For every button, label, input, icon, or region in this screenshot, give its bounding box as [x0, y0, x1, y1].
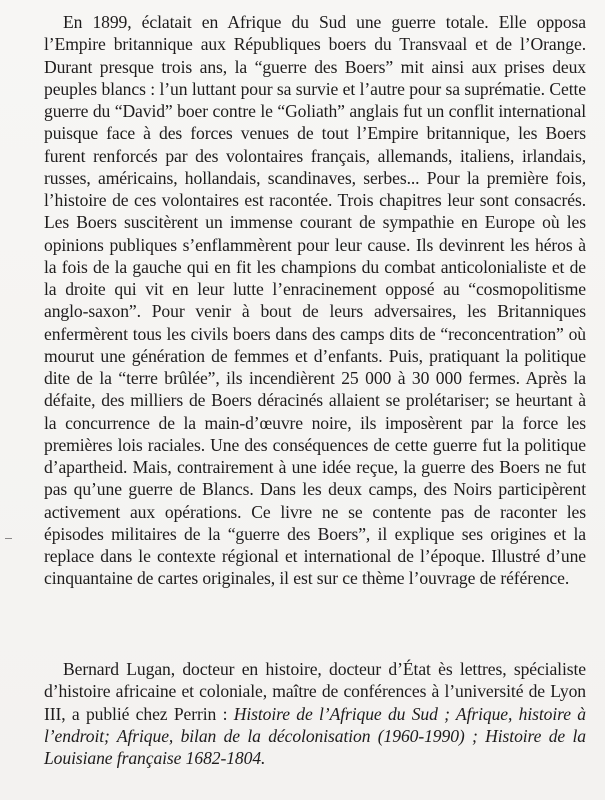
- author-works-list: Histoire de l’Afrique du Sud ; Afrique, histoire à l’endroit; Afrique, bilan de la décolonisation (1960-1990) ; Histoire de la Louisiane française 1682-1804.: [44, 703, 586, 768]
- margin-mark: [5, 538, 12, 539]
- summary-section: [44, 11, 586, 590]
- author-bio-intro: Bernard Lugan, docteur en histoire, docteur d’État ès lettres, spécialiste d’histoire africaine et coloniale, maître de conférences à l’université de Lyon III, a publié chez Perrin :: [44, 659, 586, 724]
- author-bio-paragraph: [44, 658, 586, 769]
- author-bio-section: [44, 658, 586, 769]
- summary-paragraph: En 1899, éclatait en Afrique du Sud une guerre totale. Elle opposa l’Empire britannique aux Républiques boers du Transvaal et de l’Orange. Durant presque trois ans, la “guerre des Boers” mit ainsi aux prises deux peuples blancs : l’un luttant pour sa survie et l’autre pour sa suprématie. Cette guerre du “David” boer contre le “Goliath” anglais fut un conflit international puisque face à des forces venues de tout l’Empire britannique, les Boers furent renforcés par des volontaires français, allemands, italiens, irlandais, russes, américains, hollandais, scandinaves, serbes... Pour la première fois, l’histoire de ces volontaires est racontée. Trois chapitres leur sont consacrés. Les Boers suscitèrent un immense courant de sympathie en Europe où les opinions publiques s’enflammèrent pour leur cause. Ils devinrent les héros à la fois de la gauche qui en fit les champions du combat anticolonialiste et de la droite qui vit en leur lutte l’enracinement opposé au “cosmopolitisme anglo-saxon”. Pour venir à bout de leurs adversaires, les Britanniques enfermèrent tous les civils boers dans des camps dits de “reconcentration” où mourut une génération de femmes et d’enfants. Puis, pratiquant la politique dite de la “terre brûlée”, ils incendièrent 25 000 à 30 000 fermes. Après la défaite, des milliers de Boers déracinés allaient se prolétariser; se heurtant à la concurrence de la main-d’œuvre noire, ils imposèrent par la force les premières lois raciales. Une des conséquences de cette guerre fut la politique d’apartheid. Mais, contrairement à une idée reçue, la guerre des Boers ne fut pas qu’une guerre de Blancs. Dans les deux camps, des Noirs participèrent activement aux opérations. Ce livre ne se contente pas de raconter les épisodes militaires de la “guerre des Boers”, il explique ses origines et la replace dans le contexte régional et international de l’époque. Illustré d’une cinquantaine de cartes originales, il est sur ce thème l’ouvrage de référence.: [44, 12, 586, 589]
